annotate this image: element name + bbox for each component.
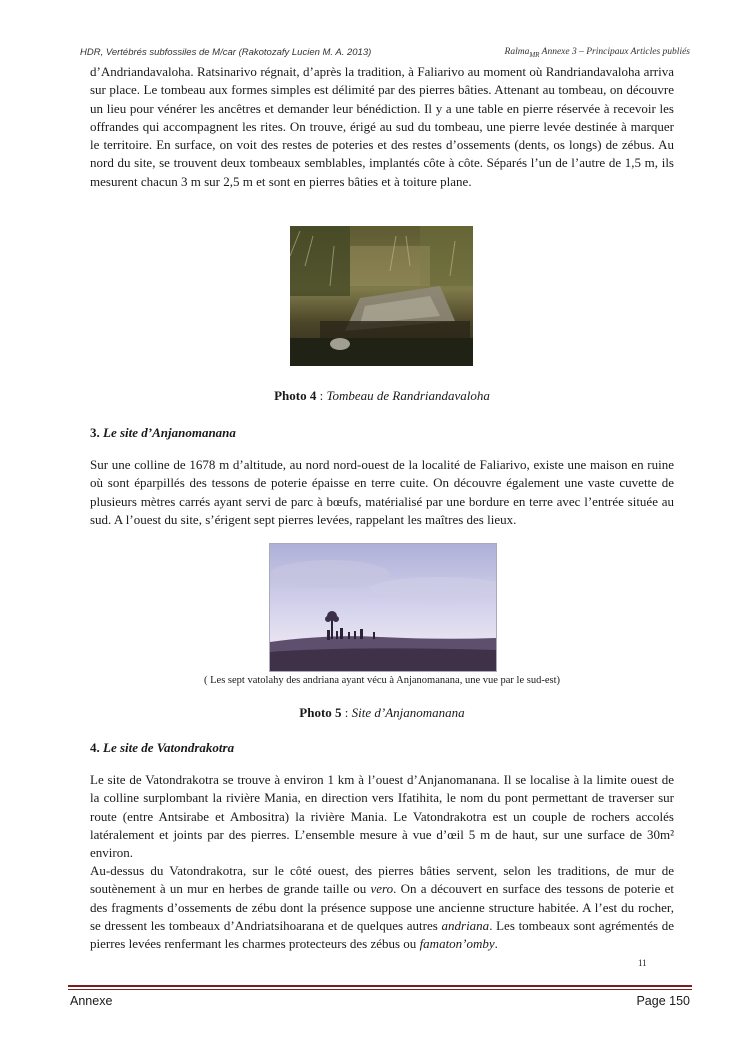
photo5-sep: : [341,705,352,720]
photo-site [269,543,497,672]
para4-b: . On a découvert en surface des tessons de poterie et des fragments d’ossements de zébu dont la présence suppose une ancienne structure habitée. A l’est du rocher, se dressent les tombeaux d’Andriatsihoarana et de quelques autres [90,881,674,933]
photo4-title: Tombeau de Randriandavaloha [326,388,490,403]
photo4-sep: : [316,388,327,403]
footer-page-number: Page 150 [636,994,690,1008]
para4-a: Au-dessus du Vatondrakotra, sur le côté ouest, des pierres bâties servent, selon les traditions, de mur de soutènement à un mur en herbes de grande taille ou [90,863,674,897]
section4-title: Le site de Vatondrakotra [103,740,235,755]
para4-a-italic: vero [370,881,394,897]
header-right [505,47,690,59]
photo5-label: Photo 5 [299,705,342,720]
paragraph-2: Sur une colline de 1678 m d’altitude, au nord nord-ouest de la localité de Faliarivo, existe une maison en ruine où sont éparpillés des tessons de poterie épaisse en terre cuite. On découvre également une vaste cuvette de plusieurs mètres carrés ayant servi de parc à bœufs, matérialisé par une bordure en terre avec l’entrée située au sud. A l’ouest du site, s’érigent sept pierres levées, rappelant les maîtres des lieux. [90,457,674,527]
header-left: HDR, Vertébrés subfossiles de M/car (Rakotozafy Lucien M. A. 2013) [80,47,372,58]
header-right-main: Ralma [504,47,530,57]
photo5-title: Site d’Anjanomanana [351,705,465,720]
photo5-caption [90,705,674,721]
header-right-rest: Annexe 3 – Principaux Articles publiés [539,47,690,57]
section-heading-3 [90,425,236,441]
para4-c-italic: famaton’omby [419,936,495,952]
photo5-note: ( Les sept vatolahy des andriana ayant vécu à Anjanomanana, une vue par le sud-est) [204,675,560,686]
section-heading-4 [90,740,234,756]
para4-d: . [494,936,498,952]
photo4-label: Photo 4 [274,388,317,403]
section4-num: 4. [90,740,103,755]
footer-rule [68,985,692,987]
header-right-sub: MR [529,50,540,59]
section3-num: 3. [90,425,103,440]
section3-title: Le site d’Anjanomanana [103,425,236,440]
footer-rule-thin [68,989,692,990]
photo4-caption [90,388,674,404]
paragraph-3: Le site de Vatondrakotra se trouve à environ 1 km à l’ouest d’Anjanomanana. Il se localise à la limite ouest de la colline surplombant la rivière Mania, en direction vers Ifatihita, le nom du pont permettant de traverser sur route (entre Antsirabe et Ambositra) la rivière Mania. Le Vatondrakotra est un couple de rochers accolés latéralement et joints par des pierres. L’ensemble mesure à vue d’œil 5 m de haut, sur une surface de 30m² environ. [90,772,674,861]
para4-b-italic: andriana [441,917,490,933]
paragraph-1: d’Andriandavaloha. Ratsinarivo régnait, d’après la tradition, à Faliarivo au moment où Randriandavaloha arriva sur place. Le tombeau aux formes simples est délimité par des pierres bâties. Attenant au tombeau, on découvre un lieu pour vénérer les ancêtres et demander leur bénédiction. Il y a une table en pierre réservée à recevoir les offrandes qui accompagnent les rites. On trouve, érigé au sud du tombeau, une pierre levée destinée à marquer le territoire. En surface, on voit des restes de poteries et des restes d’ossements (dents, os longs) de zébus. Au nord du site, se trouvent deux tombeaux semblables, implantés côte à côte. Séparés l’un de l’autre de 1,5 m, ils mesurent chacun 3 m sur 2,5 m et sont en pierres bâties et à toiture plane. [90,64,674,189]
footer-left: Annexe [70,994,113,1008]
paragraph-4 [90,862,674,953]
photo-tomb [290,226,473,366]
para4-c: . Les tombeaux sont agrémentés de pierres levées renfermant les charmes protecteurs des zébus ou [90,917,675,952]
inner-page-number: 11 [638,958,647,968]
